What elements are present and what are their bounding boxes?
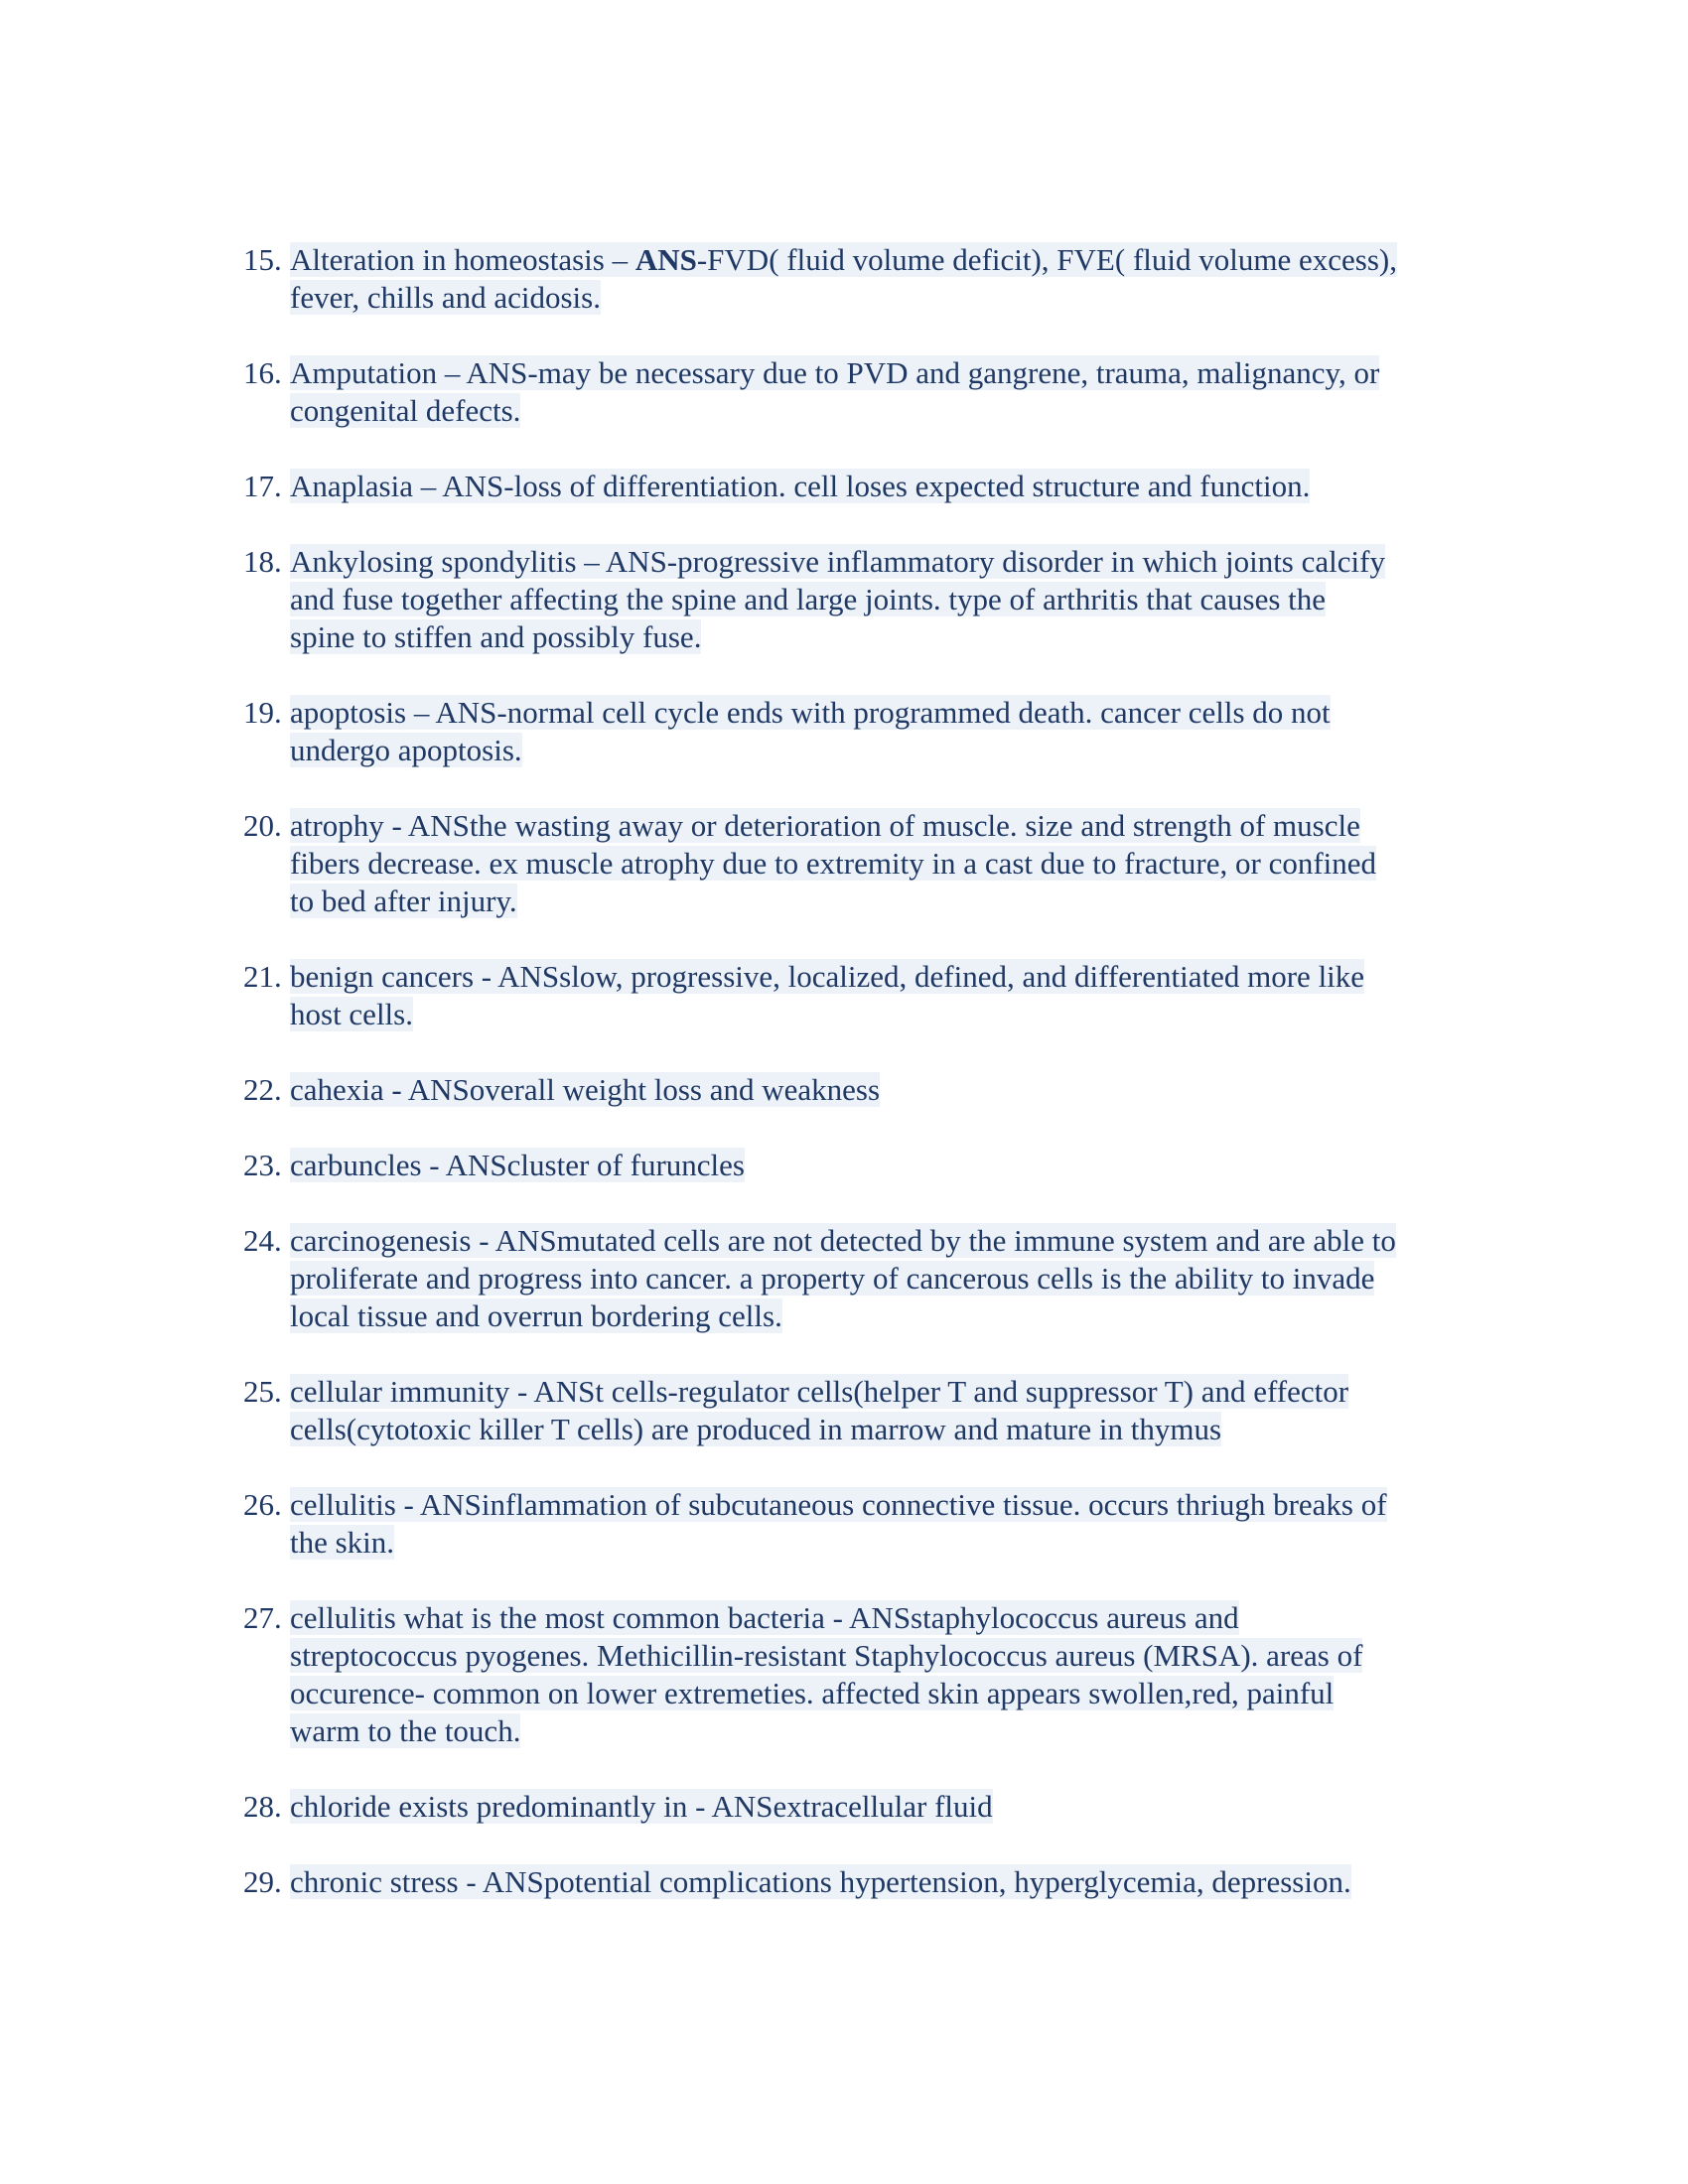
text-run: chronic stress - ANSpotential complications hypertension, hyperglycemia, depression. — [290, 1864, 1351, 1899]
highlighted-text — [290, 1148, 745, 1182]
highlighted-text — [290, 695, 1331, 730]
highlighted-text — [290, 884, 517, 918]
item-line — [290, 1863, 1489, 1901]
list-item — [243, 807, 1489, 920]
highlighted-text — [290, 846, 1376, 881]
item-number: 15. — [243, 242, 282, 277]
item-number: 29. — [243, 1864, 282, 1899]
item-line — [290, 732, 1489, 769]
text-run: and fuse together affecting the spine and large joints. type of arthritis that causes the — [290, 582, 1327, 616]
text-run: fever, chills and acidosis. — [290, 280, 601, 315]
text-run: fibers decrease. ex muscle atrophy due to extremity in a cast due to fracture, or confined — [290, 846, 1377, 881]
list-item — [243, 1863, 1489, 1901]
highlighted-text — [290, 1223, 1396, 1258]
text-run: cellulitis - ANSinflammation of subcutaneous connective tissue. occurs thriugh breaks of — [290, 1487, 1387, 1522]
item-number: 21. — [243, 959, 282, 994]
item-number: 24. — [243, 1223, 282, 1258]
item-text — [290, 1863, 1489, 1901]
list-item — [243, 958, 1489, 1033]
numbered-qa-list — [243, 241, 1489, 1901]
item-line — [290, 1599, 1489, 1637]
highlighted-text — [290, 280, 601, 315]
item-number: 16. — [243, 355, 282, 390]
text-run: proliferate and progress into cancer. a property of cancerous cells is the ability to invade — [290, 1261, 1375, 1296]
text-run: chloride exists predominantly in - ANSextracellular fluid — [290, 1789, 993, 1824]
item-line — [290, 354, 1489, 392]
list-item — [243, 1071, 1489, 1109]
item-number: 25. — [243, 1374, 282, 1409]
text-run: apoptosis – ANS-normal cell cycle ends with programmed death. cancer cells do not — [290, 695, 1331, 730]
text-run: benign cancers - ANSslow, progressive, localized, defined, and differentiated more like — [290, 959, 1365, 994]
item-line — [290, 1712, 1489, 1750]
highlighted-text — [290, 1638, 1362, 1673]
list-item — [243, 694, 1489, 769]
highlighted-text — [290, 1525, 394, 1560]
text-run: cellulitis what is the most common bacteria - ANSstaphylococcus aureus and — [290, 1600, 1239, 1635]
item-text — [290, 1222, 1489, 1335]
item-text — [290, 1071, 1489, 1109]
item-number: 26. — [243, 1487, 282, 1522]
item-text — [290, 1373, 1489, 1448]
item-line — [290, 1411, 1489, 1448]
highlighted-text — [290, 997, 413, 1031]
text-run: streptococcus pyogenes. Methicillin-resistant Staphylococcus aureus (MRSA). areas of — [290, 1638, 1363, 1673]
text-run: carbuncles - ANScluster of furuncles — [290, 1148, 745, 1182]
text-run: spine to stiffen and possibly fuse. — [290, 619, 702, 654]
text-run: cellular immunity - ANSt cells-regulator cells(helper T and suppressor T) and effector — [290, 1374, 1349, 1409]
item-line — [290, 694, 1489, 732]
item-text — [290, 354, 1489, 430]
text-run: cells(cytotoxic killer T cells) are produced in marrow and mature in thymus — [290, 1412, 1222, 1446]
item-number: 22. — [243, 1072, 282, 1107]
bold-text-run: ANS — [634, 242, 697, 277]
highlighted-text — [290, 808, 1360, 843]
item-line — [290, 1486, 1489, 1524]
item-line — [290, 581, 1489, 618]
list-item — [243, 468, 1489, 505]
text-run: carcinogenesis - ANSmutated cells are not detected by the immune system and are able to — [290, 1223, 1396, 1258]
text-run: host cells. — [290, 997, 413, 1031]
item-text — [290, 1147, 1489, 1184]
list-item — [243, 1222, 1489, 1335]
item-line — [290, 845, 1489, 883]
item-line — [290, 618, 1489, 656]
item-text — [290, 1599, 1489, 1750]
item-text — [290, 807, 1489, 920]
text-run: Ankylosing spondylitis – ANS-progressive inflammatory disorder in which joints calcify — [290, 544, 1385, 579]
item-line — [290, 1373, 1489, 1411]
item-number: 28. — [243, 1789, 282, 1824]
item-line — [290, 1637, 1489, 1675]
item-text — [290, 694, 1489, 769]
highlighted-text — [290, 393, 520, 428]
item-line — [290, 241, 1489, 279]
highlighted-text — [290, 1412, 1221, 1446]
item-line — [290, 1297, 1489, 1335]
item-line — [290, 1788, 1489, 1826]
item-number: 27. — [243, 1600, 282, 1635]
highlighted-text — [290, 469, 1310, 503]
list-item — [243, 1788, 1489, 1826]
item-line — [290, 1147, 1489, 1184]
item-line — [290, 392, 1489, 430]
highlighted-text — [290, 355, 1379, 390]
text-run: atrophy - ANSthe wasting away or deterioration of muscle. size and strength of muscle — [290, 808, 1360, 843]
list-item — [243, 1373, 1489, 1448]
highlighted-text — [290, 1374, 1348, 1409]
highlighted-text — [290, 959, 1364, 994]
highlighted-text — [290, 582, 1326, 616]
text-run: occurence- common on lower extremeties. affected skin appears swollen,red, painful — [290, 1676, 1335, 1710]
text-run: congenital defects. — [290, 393, 521, 428]
text-run: Anaplasia – ANS-loss of differentiation. cell loses expected structure and function. — [290, 469, 1311, 503]
text-run: to bed after injury. — [290, 884, 517, 918]
item-number: 17. — [243, 469, 282, 503]
text-run: the skin. — [290, 1525, 395, 1560]
item-line — [290, 279, 1489, 317]
item-line — [290, 807, 1489, 845]
text-run: warm to the touch. — [290, 1713, 521, 1748]
item-text — [290, 543, 1489, 656]
list-item — [243, 354, 1489, 430]
item-line — [290, 996, 1489, 1033]
item-line — [290, 1675, 1489, 1712]
item-number: 20. — [243, 808, 282, 843]
highlighted-text — [290, 1713, 520, 1748]
text-run: Amputation – ANS-may be necessary due to PVD and gangrene, trauma, malignancy, or — [290, 355, 1380, 390]
highlighted-text — [290, 1789, 993, 1824]
highlighted-text — [290, 544, 1385, 579]
item-line — [290, 883, 1489, 920]
item-text — [290, 1788, 1489, 1826]
text-run: Alteration in homeostasis – — [290, 242, 635, 277]
item-line — [290, 1222, 1489, 1260]
item-line — [290, 958, 1489, 996]
text-run: undergo apoptosis. — [290, 733, 522, 767]
highlighted-text — [290, 1261, 1374, 1296]
highlighted-text — [290, 733, 522, 767]
highlighted-text — [290, 1864, 1351, 1899]
item-number: 18. — [243, 544, 282, 579]
highlighted-text — [290, 1487, 1387, 1522]
highlighted-text — [290, 242, 1397, 277]
item-line — [290, 1260, 1489, 1297]
list-item — [243, 1486, 1489, 1562]
list-item — [243, 1147, 1489, 1184]
item-line — [290, 1524, 1489, 1562]
text-run: -FVD( fluid volume deficit), FVE( fluid volume excess), — [696, 242, 1397, 277]
highlighted-text — [290, 619, 701, 654]
highlighted-text — [290, 1072, 880, 1107]
list-item — [243, 1599, 1489, 1750]
item-line — [290, 1071, 1489, 1109]
item-line — [290, 468, 1489, 505]
text-run: cahexia - ANSoverall weight loss and weakness — [290, 1072, 881, 1107]
item-number: 19. — [243, 695, 282, 730]
list-item — [243, 241, 1489, 317]
item-number: 23. — [243, 1148, 282, 1182]
item-text — [290, 468, 1489, 505]
highlighted-text — [290, 1298, 782, 1333]
highlighted-text — [290, 1676, 1334, 1710]
item-line — [290, 543, 1489, 581]
highlighted-text — [290, 1600, 1239, 1635]
text-run: local tissue and overrun bordering cells. — [290, 1298, 782, 1333]
list-item — [243, 543, 1489, 656]
item-text — [290, 241, 1489, 317]
item-text — [290, 958, 1489, 1033]
item-text — [290, 1486, 1489, 1562]
